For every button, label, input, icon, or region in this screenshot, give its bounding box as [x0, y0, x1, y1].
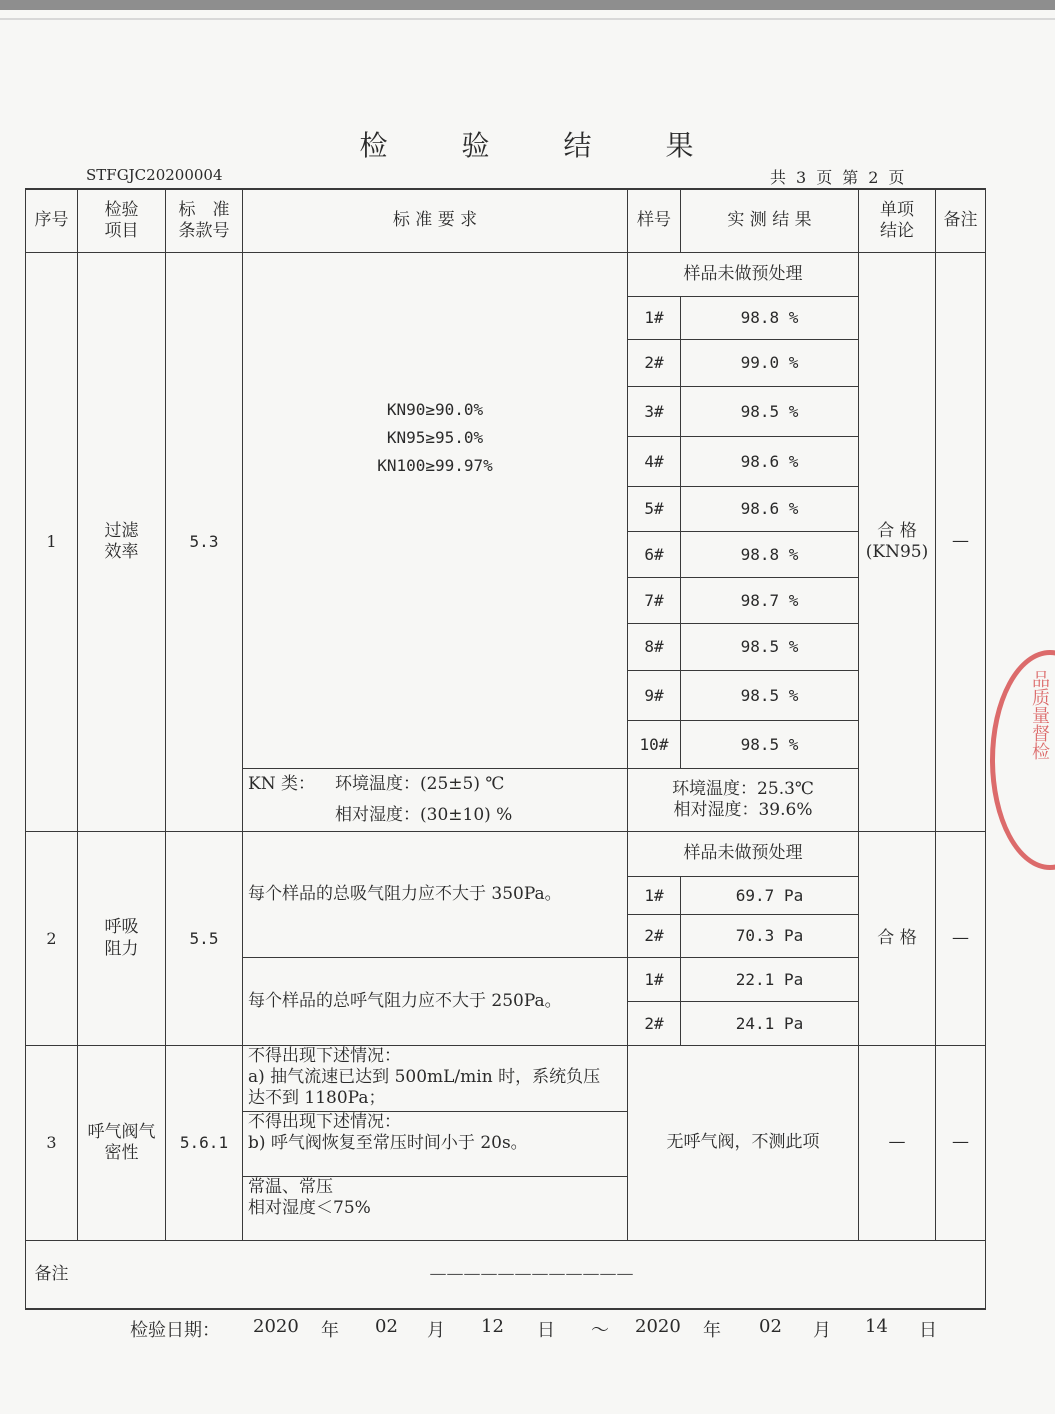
row3-no: 3 [46, 1133, 57, 1152]
inspection-date-label: 检验日期： [130, 1320, 220, 1341]
row2-clause: 5.5 [189, 928, 219, 948]
sample-id: 1# [644, 969, 664, 989]
sample-id: 4# [644, 451, 664, 471]
sample-id: 2# [644, 353, 664, 372]
page-info-part: 共 [770, 168, 787, 187]
remark-row-value: ———————————— [429, 1263, 634, 1284]
header-conclusion-line: 单项 [880, 199, 914, 220]
page-info-part: 3 [796, 168, 807, 187]
header-clause-line: 条款号 [178, 221, 230, 241]
conclusion-line: 合 格 [877, 520, 917, 541]
row3-clause: 5.6.1 [179, 1133, 229, 1152]
sample-value: 98.5 % [740, 401, 799, 421]
row1-condition-temp: 环境温度：(25±5) ℃ [335, 773, 505, 794]
row3-remark: — [952, 1132, 969, 1153]
row3-item-line: 呼气阀气 [87, 1121, 156, 1142]
measured-condition-line: 相对湿度：39.6% [673, 800, 813, 820]
page-title [0, 124, 1055, 164]
sample-id: 1# [644, 885, 664, 905]
sample-value: 99.0 % [740, 353, 799, 372]
row3-requirement-c [243, 1177, 627, 1240]
sample-id: 1# [644, 308, 664, 327]
measured-condition-line: 环境温度：25.3℃ [672, 778, 814, 799]
title-char: 检 [359, 129, 390, 162]
header-result: 实 测 结 果 [727, 210, 812, 231]
row2-item [78, 832, 165, 1045]
date-part: 年 [703, 1320, 721, 1341]
sample-id: 5# [644, 499, 664, 518]
row1-condition-humidity: 相对湿度：(30±10) % [335, 804, 513, 825]
row3-conclusion: — [888, 1132, 906, 1153]
sample-value: 98.5 % [740, 637, 799, 656]
row3-item [78, 1046, 165, 1240]
sample-id: 3# [644, 401, 664, 421]
sample-id: 7# [644, 590, 664, 610]
date-part: 12 [481, 1316, 504, 1337]
requirement-line: KN90≥90.0% [386, 400, 484, 419]
row2-requirement-exhale: 每个样品的总呼气阻力应不大于 250Pa。 [248, 990, 562, 1011]
sample-id: 6# [644, 544, 664, 564]
row1-item-line: 过滤 [104, 520, 139, 541]
row2-conclusion: 合 格 [877, 927, 917, 948]
inspection-seal-text: 品质量督检 [1029, 670, 1050, 760]
title-char: 验 [461, 129, 492, 162]
date-part: 02 [375, 1316, 398, 1337]
row1-pretreat: 样品未做预处理 [683, 263, 803, 284]
sample-value: 98.5 % [740, 685, 799, 705]
requirement-line: KN100≥99.97% [377, 456, 493, 475]
row1-no: 1 [46, 532, 57, 551]
sample-value: 69.7 Pa [735, 885, 804, 905]
grid-line [25, 1308, 986, 1310]
header-conclusion [859, 190, 935, 252]
remark-row-label: 备注 [34, 1263, 69, 1284]
sample-value: 98.7 % [740, 590, 799, 610]
req-c-line: 常温、常压 [248, 1177, 333, 1197]
row1-condition-label: KN 类： [248, 773, 315, 794]
row2-item-line: 阻力 [104, 938, 139, 959]
header-sample: 样号 [637, 210, 671, 231]
scan-top-line [0, 18, 1055, 20]
row1-measured-condition [628, 769, 858, 831]
row1-requirement [243, 253, 627, 623]
req-c-line: 相对湿度＜75% [248, 1198, 371, 1218]
sample-value: 98.6 % [740, 451, 799, 471]
page-info-part: 页 [888, 168, 905, 187]
requirement-line: KN95≥95.0% [386, 428, 484, 447]
date-part: 2020 [253, 1316, 299, 1337]
inspection-date [253, 1316, 953, 1342]
row2-item-line: 呼吸 [104, 917, 139, 938]
sample-value: 98.8 % [740, 544, 799, 564]
sample-id: 2# [644, 926, 664, 945]
sample-value: 98.6 % [740, 499, 799, 518]
sample-id: 9# [644, 685, 664, 705]
row1-clause: 5.3 [189, 532, 219, 551]
header-no: 序号 [34, 210, 69, 231]
page-info-part: 页 [816, 168, 833, 187]
header-item [78, 190, 165, 252]
date-part: 02 [759, 1316, 782, 1337]
row1-conclusion [859, 253, 935, 831]
header-item-line: 检验 [104, 199, 139, 220]
sample-id: 8# [644, 637, 664, 656]
title-char: 结 [563, 129, 594, 162]
date-part: 月 [427, 1320, 445, 1341]
header-conclusion-line: 结论 [880, 221, 914, 241]
scan-top-edge [0, 0, 1055, 10]
date-part: 日 [537, 1320, 555, 1341]
date-part: 日 [919, 1320, 937, 1341]
sample-value: 98.8 % [740, 308, 799, 327]
page-info-part: 第 [842, 168, 859, 187]
sample-value: 98.5 % [740, 734, 799, 754]
row1-item-line: 效率 [104, 542, 139, 562]
conclusion-line: (KN95) [865, 542, 929, 562]
header-requirement: 标 准 要 求 [392, 210, 478, 231]
row3-requirement-b [243, 1112, 627, 1176]
report-number: STFGJC20200004 [86, 166, 223, 184]
header-item-line: 项目 [104, 221, 139, 241]
row1-item [78, 253, 165, 831]
sample-id: 10# [639, 734, 669, 754]
row1-remark: — [952, 531, 969, 552]
header-clause [166, 190, 242, 252]
row2-remark: — [952, 927, 969, 948]
header-remark: 备注 [943, 210, 978, 231]
row3-item-line: 密性 [104, 1143, 139, 1163]
title-char: 果 [665, 129, 696, 162]
req-b-line: b) 呼气阀恢复至常压时间小于 20s。 [248, 1133, 528, 1153]
date-part: ～ [591, 1320, 609, 1341]
row2-no: 2 [46, 928, 57, 948]
sample-value: 22.1 Pa [735, 969, 804, 989]
row2-pretreat: 样品未做预处理 [683, 843, 803, 864]
req-a-line: 不得出现下述情况： [248, 1046, 401, 1066]
date-part: 年 [321, 1320, 339, 1341]
sample-value: 24.1 Pa [735, 1013, 804, 1033]
req-a-line: a) 抽气流速已达到 500mL/min 时，系统负压 [248, 1067, 601, 1087]
row3-result: 无呼气阀，不测此项 [666, 1132, 820, 1153]
header-clause-line: 标 准 [178, 199, 230, 220]
req-a-line: 达不到 1180Pa； [248, 1088, 386, 1108]
grid-line [985, 188, 986, 1309]
date-part: 14 [865, 1316, 888, 1337]
date-part: 2020 [635, 1316, 681, 1337]
req-b-line: 不得出现下述情况： [248, 1112, 401, 1132]
date-part: 月 [813, 1320, 831, 1341]
page-info-part: 2 [868, 168, 879, 187]
sample-id: 2# [644, 1013, 664, 1033]
row3-requirement-a [243, 1046, 627, 1111]
row2-requirement-inhale: 每个样品的总吸气阻力应不大于 350Pa。 [248, 883, 562, 904]
sample-value: 70.3 Pa [735, 926, 804, 945]
page-info [770, 165, 914, 188]
